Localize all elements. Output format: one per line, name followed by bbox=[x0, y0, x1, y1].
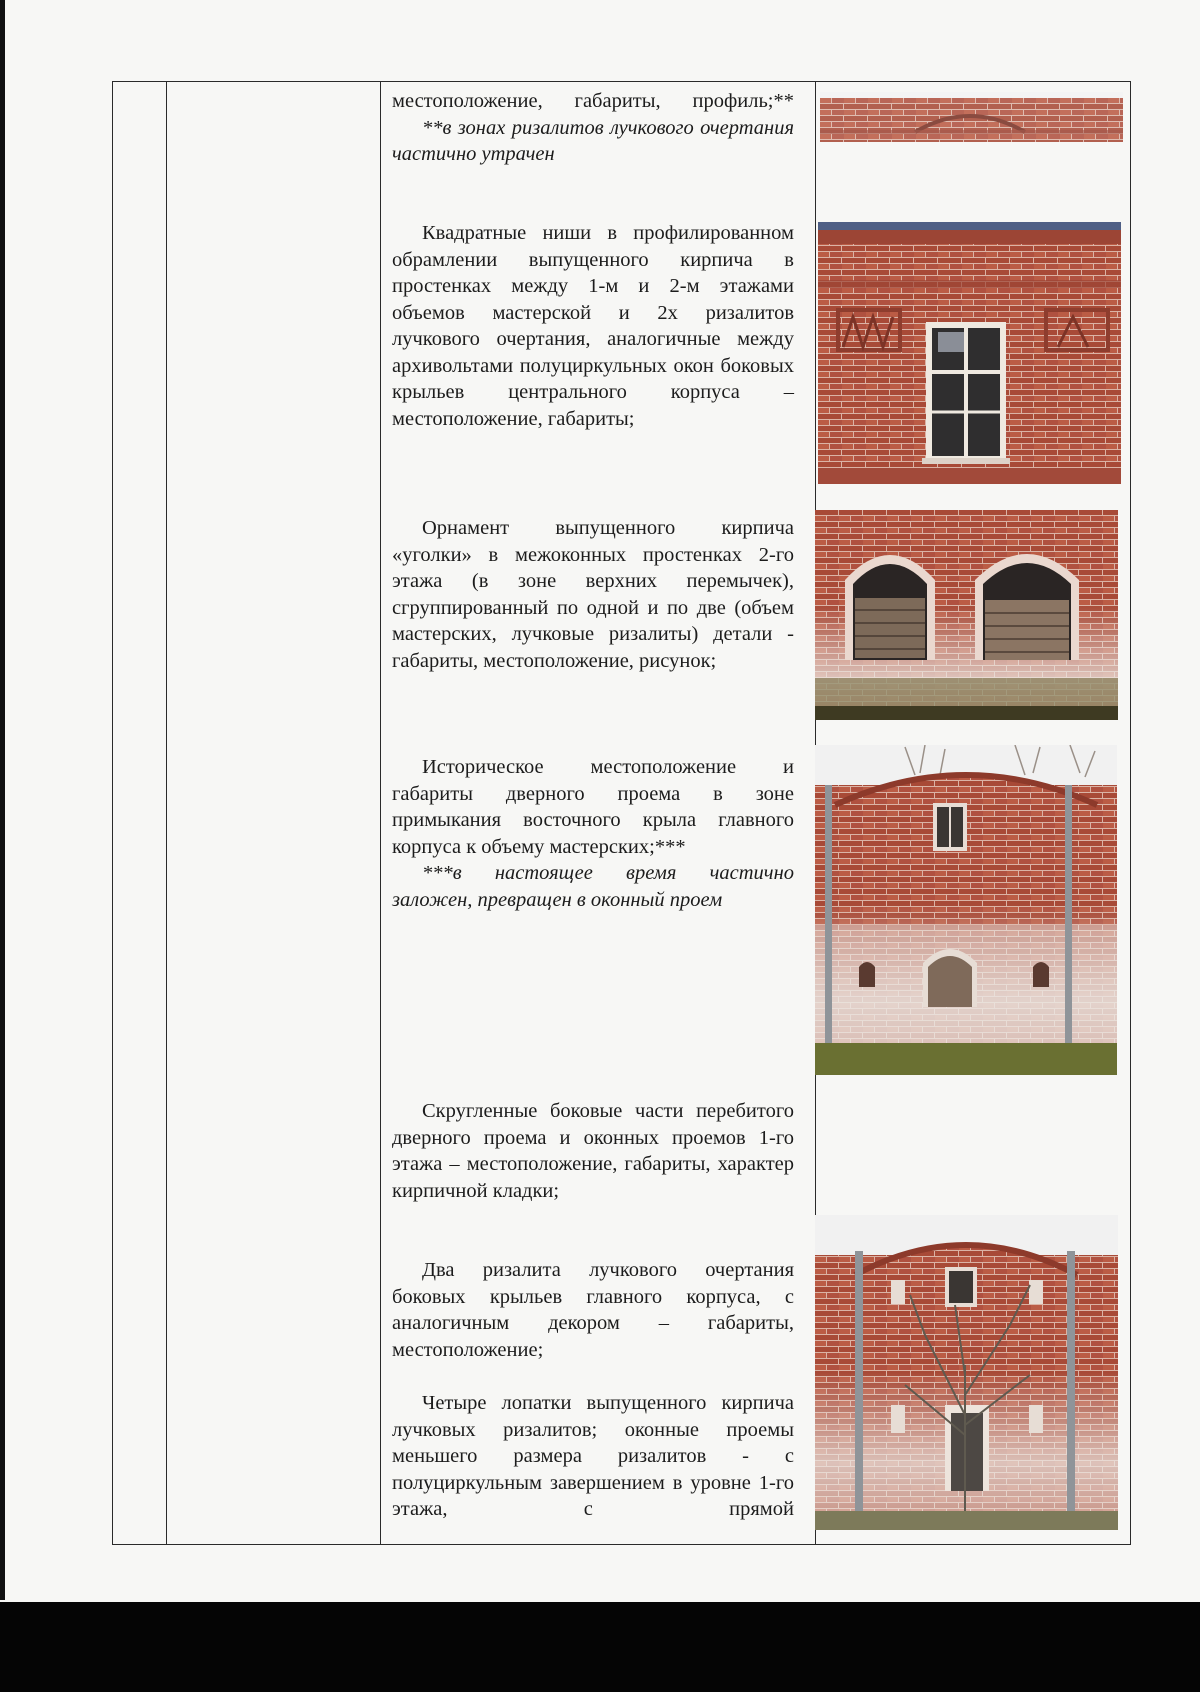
door-opening-text: Историческое местоположение и габариты дверного проема в зоне примыкания восточного крыла главного корпуса к объему мастерских;*** bbox=[392, 756, 794, 858]
table-col-border-1 bbox=[112, 81, 113, 1545]
rounded-risalit-photo bbox=[815, 745, 1117, 1075]
table-col-border-3 bbox=[380, 81, 381, 1545]
scan-bottom-band bbox=[0, 1602, 1200, 1692]
brick-cornice-photo bbox=[820, 92, 1123, 142]
table-col-border-2 bbox=[166, 81, 167, 1545]
rounded-parts-text: Скругленные боковые части перебитого дверного проема и оконных проемов 1-го этажа – местоположение, габариты, характер кирпичной кладки; bbox=[392, 1100, 794, 1202]
two-risalits-text: Два ризалита лучкового очертания боковых крыльев главного корпуса, с аналогичным декором – габариты, местоположение; bbox=[392, 1259, 794, 1361]
four-pilasters-text: Четыре лопатки выпущенного кирпича лучковых ризалитов; оконные проемы меньшего размера ризалитов - с полуциркульным завершением в уровне 1-го этажа, с прямой bbox=[392, 1392, 794, 1520]
table-bottom-border bbox=[112, 1544, 1130, 1545]
block-profile-tail bbox=[392, 88, 794, 168]
door-opening-note: ***в настоящее время частично заложен, превращен в оконный проем bbox=[392, 862, 794, 911]
block-rounded-parts bbox=[392, 1098, 794, 1204]
scan-edge bbox=[0, 0, 5, 1600]
ornament-text: Орнамент выпущенного кирпича «уголки» в межоконных простенках 2-го этажа (в зоне верхних перемычек), сгруппированный по одной и по две (объем мастерских, лучковые ризалиты) детали - габариты, местоположение, рисунок; bbox=[392, 517, 794, 672]
square-niches-text: Квадратные ниши в профилированном обрамлении выпущенного кирпича в простенках между 1-м и 2-м этажами объемов мастерской и 2х ризалитов лучкового очертания, аналогичные между архивольтами полуциркульных окон боковых крыльев центрального корпуса – местоположение, габариты; bbox=[392, 222, 794, 430]
block-four-pilasters bbox=[392, 1390, 794, 1523]
block-square-niches bbox=[392, 220, 794, 432]
table-col-border-5 bbox=[1130, 81, 1131, 1545]
brick-wall-window-photo bbox=[818, 222, 1121, 484]
profile-tail-text: местоположение, габариты, профиль;** bbox=[392, 90, 794, 112]
risalit-with-tree-photo bbox=[815, 1215, 1118, 1530]
table-top-border bbox=[112, 81, 1130, 82]
profile-tail-note: **в зонах ризалитов лучкового очертания частично утрачен bbox=[392, 116, 794, 165]
block-door-opening bbox=[392, 754, 794, 913]
arched-boarded-windows-photo bbox=[815, 510, 1118, 720]
block-two-risalits bbox=[392, 1257, 794, 1363]
block-ornament bbox=[392, 515, 794, 674]
